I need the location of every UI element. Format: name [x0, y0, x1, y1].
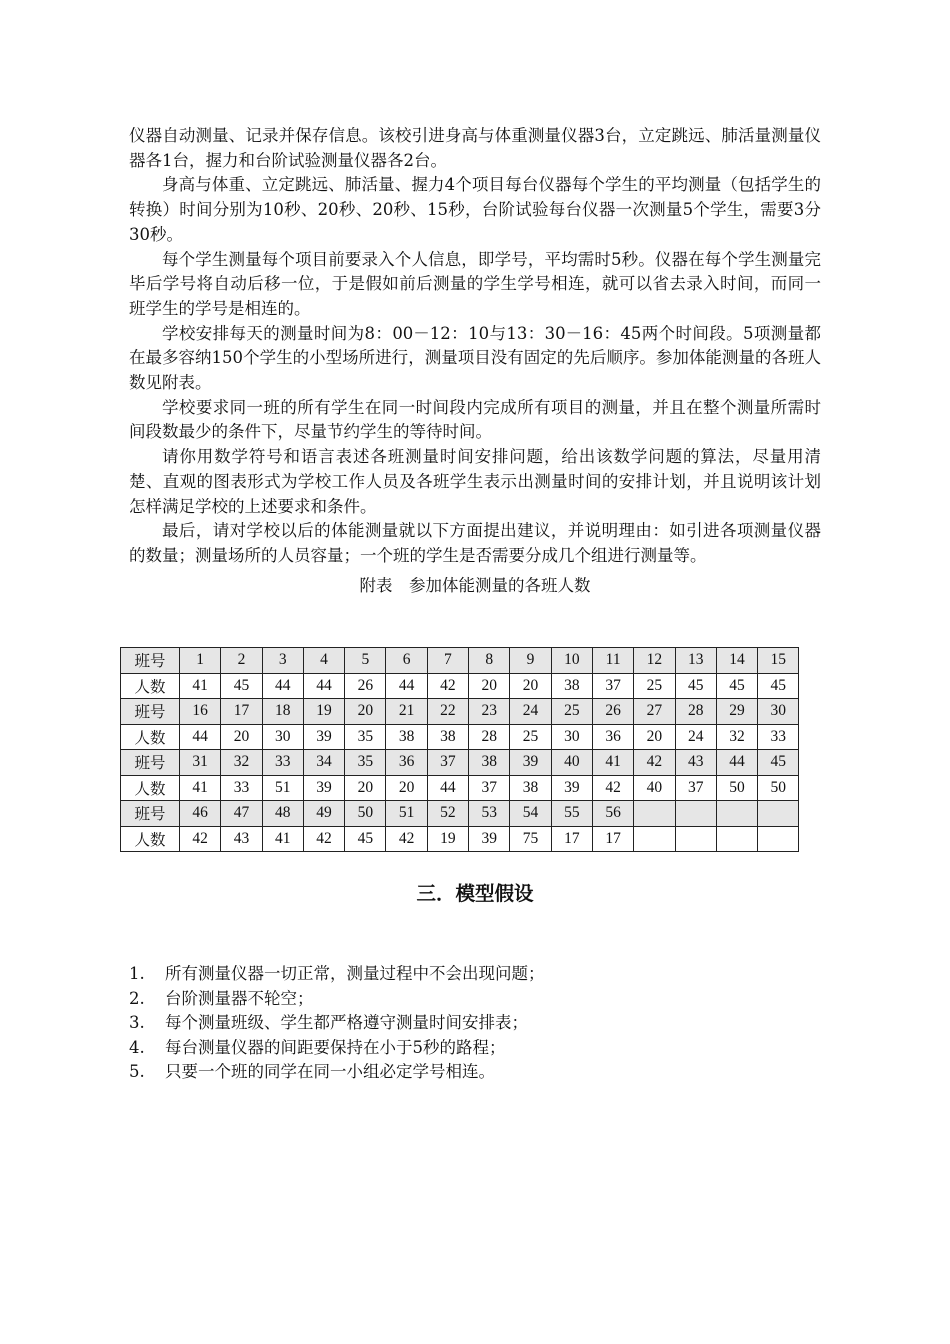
assumption-text: 所有测量仪器一切正常，测量过程中不会出现问题； [165, 964, 545, 983]
student-count-cell: 39 [303, 775, 344, 801]
student-count-cell: 25 [510, 724, 551, 750]
class-number-cell: 17 [221, 699, 262, 725]
paragraph-requirements: 学校要求同一班的所有学生在同一时间段内完成所有项目的测量，并且在整个测量所需时间段数最少的条件下，尽量节约学生的等待时间。 [129, 397, 821, 442]
class-number-cell: 49 [303, 801, 344, 827]
class-number-cell: 19 [303, 699, 344, 725]
table-caption: 附表 参加体能测量的各班人数 [359, 575, 591, 595]
class-number-cell: 38 [469, 750, 510, 776]
student-count-cell: 37 [675, 775, 716, 801]
class-number-cell: 40 [551, 750, 592, 776]
student-count-cell: 38 [386, 724, 427, 750]
class-number-cell: 13 [675, 648, 716, 674]
student-count-cell: 20 [510, 673, 551, 699]
student-count-cell: 44 [427, 775, 468, 801]
row-label: 人数 [121, 775, 180, 801]
class-number-row [121, 648, 799, 674]
class-number-cell: 52 [427, 801, 468, 827]
row-label: 人数 [121, 724, 180, 750]
paragraph-schedule: 学校安排每天的测量时间为8：00－12：10与13：30－16：45两个时间段。5项测量都在最多容纳150个学生的小型场所进行，测量项目没有固定的先后顺序。参加体能测量的各班人数见附表。 [129, 323, 821, 393]
class-number-cell: 26 [592, 699, 633, 725]
student-count-cell: 44 [180, 724, 221, 750]
student-count-cell: 24 [675, 724, 716, 750]
student-count-row [121, 826, 799, 852]
student-count-cell: 42 [303, 826, 344, 852]
class-number-cell: 47 [221, 801, 262, 827]
class-number-cell: 28 [675, 699, 716, 725]
class-number-cell: 36 [386, 750, 427, 776]
student-count-cell: 20 [345, 775, 386, 801]
row-label: 班号 [121, 801, 180, 827]
class-number-row [121, 750, 799, 776]
student-count-cell: 44 [262, 673, 303, 699]
class-number-cell: 39 [510, 750, 551, 776]
student-count-cell: 51 [262, 775, 303, 801]
row-label: 班号 [121, 699, 180, 725]
assumptions-list [129, 962, 545, 1085]
class-number-cell [758, 801, 799, 827]
student-count-cell: 45 [758, 673, 799, 699]
assumption-text: 每个测量班级、学生都严格遵守测量时间安排表； [165, 1013, 528, 1032]
student-count-cell: 41 [262, 826, 303, 852]
student-count-cell: 44 [303, 673, 344, 699]
student-count-cell: 39 [303, 724, 344, 750]
class-number-cell: 2 [221, 648, 262, 674]
student-count-cell [716, 826, 757, 852]
class-number-row [121, 801, 799, 827]
assumption-text: 只要一个班的同学在同一小组必定学号相连。 [165, 1062, 495, 1081]
class-number-cell: 16 [180, 699, 221, 725]
paragraph-timing: 身高与体重、立定跳远、肺活量、握力4个项目每台仪器每个学生的平均测量（包括学生的转换）时间分别为10秒、20秒、20秒、15秒，台阶试验每台仪器一次测量5个学生，需要3分30秒。 [129, 175, 821, 244]
class-number-cell [675, 801, 716, 827]
document-body [129, 0, 821, 598]
row-label: 人数 [121, 673, 180, 699]
student-count-cell: 38 [427, 724, 468, 750]
class-number-cell: 34 [303, 750, 344, 776]
student-count-cell: 75 [510, 826, 551, 852]
assumption-number: 3. [129, 1013, 145, 1032]
class-number-cell: 51 [386, 801, 427, 827]
row-label: 人数 [121, 826, 180, 852]
class-number-cell: 53 [469, 801, 510, 827]
student-count-cell: 30 [262, 724, 303, 750]
student-count-cell: 19 [427, 826, 468, 852]
assumption-item [129, 987, 545, 1012]
student-count-cell: 45 [221, 673, 262, 699]
student-count-cell: 50 [716, 775, 757, 801]
student-count-cell: 32 [716, 724, 757, 750]
student-count-cell: 42 [592, 775, 633, 801]
assumption-number: 5. [129, 1062, 145, 1081]
assumption-item [129, 1060, 545, 1085]
class-number-cell: 14 [716, 648, 757, 674]
class-number-cell: 1 [180, 648, 221, 674]
row-label: 班号 [121, 648, 180, 674]
assumption-text: 台阶测量器不轮空； [165, 988, 314, 1008]
class-number-cell: 45 [758, 750, 799, 776]
class-number-cell: 56 [592, 801, 633, 827]
student-count-cell [634, 826, 675, 852]
class-number-cell: 43 [675, 750, 716, 776]
student-count-cell: 41 [180, 673, 221, 699]
student-count-cell: 38 [551, 673, 592, 699]
student-count-cell: 20 [221, 724, 262, 750]
student-count-cell: 36 [592, 724, 633, 750]
class-number-cell: 8 [469, 648, 510, 674]
paragraph-id-entry: 每个学生测量每个项目前要录入个人信息，即学号，平均需时5秒。仪器在每个学生测量完毕后学号将自动后移一位，于是假如前后测量的学生学号相连，就可以省去录入时间，而同一班学生的学号是相连的。 [129, 249, 821, 318]
class-number-cell [716, 801, 757, 827]
student-count-cell: 25 [634, 673, 675, 699]
student-count-cell: 44 [386, 673, 427, 699]
student-count-cell: 38 [510, 775, 551, 801]
class-number-cell: 22 [427, 699, 468, 725]
class-number-cell: 24 [510, 699, 551, 725]
class-number-cell: 37 [427, 750, 468, 776]
paragraph-task: 请你用数学符号和语言表述各班测量时间安排问题，给出该数学问题的算法，尽量用清楚、直观的图表形式为学校工作人员及各班学生表示出测量时间的安排计划，并且说明该计划怎样满足学校的上述要求和条件。 [129, 447, 821, 516]
student-count-cell: 40 [634, 775, 675, 801]
student-count-cell: 42 [386, 826, 427, 852]
class-number-cell: 5 [345, 648, 386, 674]
class-number-cell: 29 [716, 699, 757, 725]
row-label: 班号 [121, 750, 180, 776]
assumption-number: 1. [129, 964, 145, 983]
class-number-cell: 42 [634, 750, 675, 776]
class-number-cell: 35 [345, 750, 386, 776]
student-count-cell: 45 [675, 673, 716, 699]
class-number-cell: 21 [386, 699, 427, 725]
class-number-cell: 30 [758, 699, 799, 725]
class-number-cell: 10 [551, 648, 592, 674]
class-number-cell: 20 [345, 699, 386, 725]
student-count-cell: 33 [221, 775, 262, 801]
student-count-cell: 39 [551, 775, 592, 801]
class-number-cell: 6 [386, 648, 427, 674]
student-count-cell: 17 [551, 826, 592, 852]
class-number-cell: 12 [634, 648, 675, 674]
paragraph-instruments: 仪器自动测量、记录并保存信息。该校引进身高与体重测量仪器3台，立定跳远、肺活量测量仪器各1台，握力和台阶试验测量仪器各2台。 [129, 126, 821, 170]
class-number-cell: 9 [510, 648, 551, 674]
class-number-cell [634, 801, 675, 827]
student-count-cell: 26 [345, 673, 386, 699]
class-number-cell: 50 [345, 801, 386, 827]
class-number-cell: 32 [221, 750, 262, 776]
class-number-cell: 54 [510, 801, 551, 827]
student-count-cell: 17 [592, 826, 633, 852]
assumption-item [129, 1036, 545, 1061]
class-number-cell: 55 [551, 801, 592, 827]
student-count-cell: 33 [758, 724, 799, 750]
class-number-cell: 3 [262, 648, 303, 674]
paragraph-suggestions: 最后，请对学校以后的体能测量就以下方面提出建议，并说明理由：如引进各项测量仪器的数量；测量场所的人员容量；一个班的学生是否需要分成几个组进行测量等。 [129, 521, 821, 565]
student-count-cell: 37 [592, 673, 633, 699]
class-number-cell: 4 [303, 648, 344, 674]
student-count-cell: 41 [180, 775, 221, 801]
class-number-cell: 11 [592, 648, 633, 674]
assumption-number: 4. [129, 1037, 145, 1057]
section-title-model-assumptions: 三．模型假设 [416, 882, 534, 905]
class-number-row [121, 699, 799, 725]
student-count-cell: 35 [345, 724, 386, 750]
class-number-cell: 7 [427, 648, 468, 674]
student-count-cell: 20 [634, 724, 675, 750]
student-count-cell: 39 [469, 826, 510, 852]
assumption-number: 2. [129, 988, 145, 1008]
class-number-cell: 48 [262, 801, 303, 827]
class-number-cell: 31 [180, 750, 221, 776]
class-number-cell: 33 [262, 750, 303, 776]
class-number-cell: 44 [716, 750, 757, 776]
class-number-cell: 23 [469, 699, 510, 725]
class-number-cell: 15 [758, 648, 799, 674]
student-count-row [121, 673, 799, 699]
class-number-cell: 41 [592, 750, 633, 776]
assumption-item [129, 1011, 545, 1036]
student-count-row [121, 775, 799, 801]
class-number-cell: 18 [262, 699, 303, 725]
class-number-cell: 27 [634, 699, 675, 725]
student-count-cell: 50 [758, 775, 799, 801]
assumption-item [129, 962, 545, 987]
student-count-cell: 30 [551, 724, 592, 750]
student-count-cell [758, 826, 799, 852]
student-count-cell: 45 [345, 826, 386, 852]
class-number-cell: 46 [180, 801, 221, 827]
student-count-cell [675, 826, 716, 852]
student-count-cell: 28 [469, 724, 510, 750]
student-count-row [121, 724, 799, 750]
student-count-cell: 20 [386, 775, 427, 801]
student-count-cell: 37 [469, 775, 510, 801]
student-count-cell: 42 [427, 673, 468, 699]
class-size-table [120, 647, 799, 852]
student-count-cell: 43 [221, 826, 262, 852]
student-count-cell: 45 [716, 673, 757, 699]
student-count-cell: 42 [180, 826, 221, 852]
assumption-text: 每台测量仪器的间距要保持在小于5秒的路程； [165, 1037, 506, 1057]
student-count-cell: 20 [469, 673, 510, 699]
class-number-cell: 25 [551, 699, 592, 725]
